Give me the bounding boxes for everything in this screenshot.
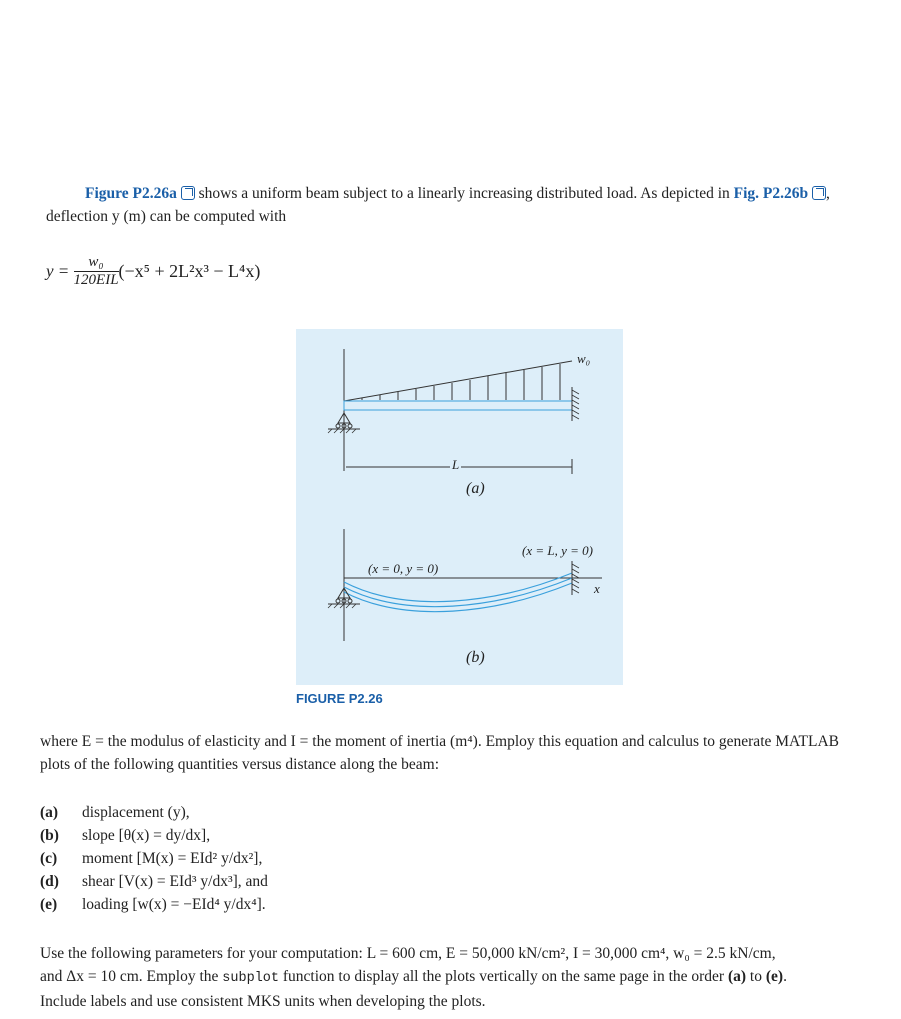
load-arrows <box>362 364 560 400</box>
quantities-list <box>40 801 540 916</box>
equation-fraction <box>74 254 119 289</box>
intro-text-1: shows a uniform beam subject to a linearly increasing distributed load. As depicted in <box>194 185 734 202</box>
intro-text-2: , <box>826 185 830 202</box>
external-link-icon[interactable] <box>812 186 826 200</box>
subfigure-a-caption: (a) <box>466 480 485 497</box>
params-line-2 <box>40 965 895 990</box>
intro-text-3: deflection y (m) can be computed with <box>46 208 287 225</box>
where-line-1: where E = the modulus of elasticity and I = the moment of inertia (m⁴). Employ this equation and calculus to generate MATLAB <box>40 733 839 750</box>
subplot-code: subplot <box>222 971 280 986</box>
list-item-label: (a) <box>40 804 59 821</box>
params-text: function to display all the plots vertically on the same page in the order <box>279 968 728 985</box>
equation-numerator: w₀ <box>74 254 119 272</box>
list-item-text: shear [V(x) = EId³ y/dx³], and <box>82 873 268 890</box>
list-item <box>40 870 540 893</box>
x-axis-label: x <box>594 581 600 596</box>
length-label: L <box>452 457 460 472</box>
list-item-text: slope [θ(x) = dy/dx], <box>82 827 211 844</box>
list-item-label: (e) <box>40 896 58 913</box>
right-boundary-label: (x = L, y = 0) <box>522 543 593 558</box>
equation-denominator: 120EIL <box>73 272 119 288</box>
order-start: (a) <box>727 968 747 985</box>
list-item-text: loading [w(x) = −EId⁴ y/dx⁴]. <box>82 896 266 913</box>
list-item-label: (d) <box>40 873 59 890</box>
where-paragraph <box>40 730 890 776</box>
w0-label: w₀ <box>577 351 591 366</box>
figure-panel <box>296 329 623 685</box>
equation-rhs: (−x⁵ + 2L²x³ − L⁴x) <box>118 261 261 281</box>
list-item <box>40 801 540 824</box>
beam-diagram <box>296 329 623 685</box>
figure-p2-26a-link[interactable]: Figure P2.26a <box>85 185 177 202</box>
parameters-paragraph <box>40 942 895 1013</box>
order-end: (e) <box>765 968 784 985</box>
params-line-3: Include labels and use consistent MKS units when developing the plots. <box>40 993 486 1010</box>
list-item-label: (b) <box>40 827 59 844</box>
list-item <box>40 847 540 870</box>
deflection-equation <box>46 254 260 289</box>
equation-lhs: y = <box>46 261 70 281</box>
list-item <box>40 893 540 916</box>
params-text: to <box>746 968 766 985</box>
external-link-icon[interactable] <box>181 186 195 200</box>
intro-paragraph <box>46 182 876 228</box>
where-line-2: plots of the following quantities versus distance along the beam: <box>40 756 440 773</box>
figure-title: FIGURE P2.26 <box>296 691 383 706</box>
params-line-1: Use the following parameters for your computation: L = 600 cm, E = 50,000 kN/cm², I = 30,000 cm⁴, w₀ = 2.5 kN/cm, <box>40 945 776 962</box>
params-text: and Δx = 10 cm. Employ the <box>40 968 223 985</box>
params-text: . <box>783 968 787 985</box>
subfigure-b-caption: (b) <box>466 649 485 666</box>
left-boundary-label: (x = 0, y = 0) <box>368 561 439 576</box>
list-item-label: (c) <box>40 850 58 867</box>
list-item-text: moment [M(x) = EId² y/dx²], <box>82 850 263 867</box>
list-item <box>40 824 540 847</box>
figure-p2-26b-link[interactable]: Fig. P2.26b <box>733 185 809 202</box>
list-item-text: displacement (y), <box>82 804 190 821</box>
